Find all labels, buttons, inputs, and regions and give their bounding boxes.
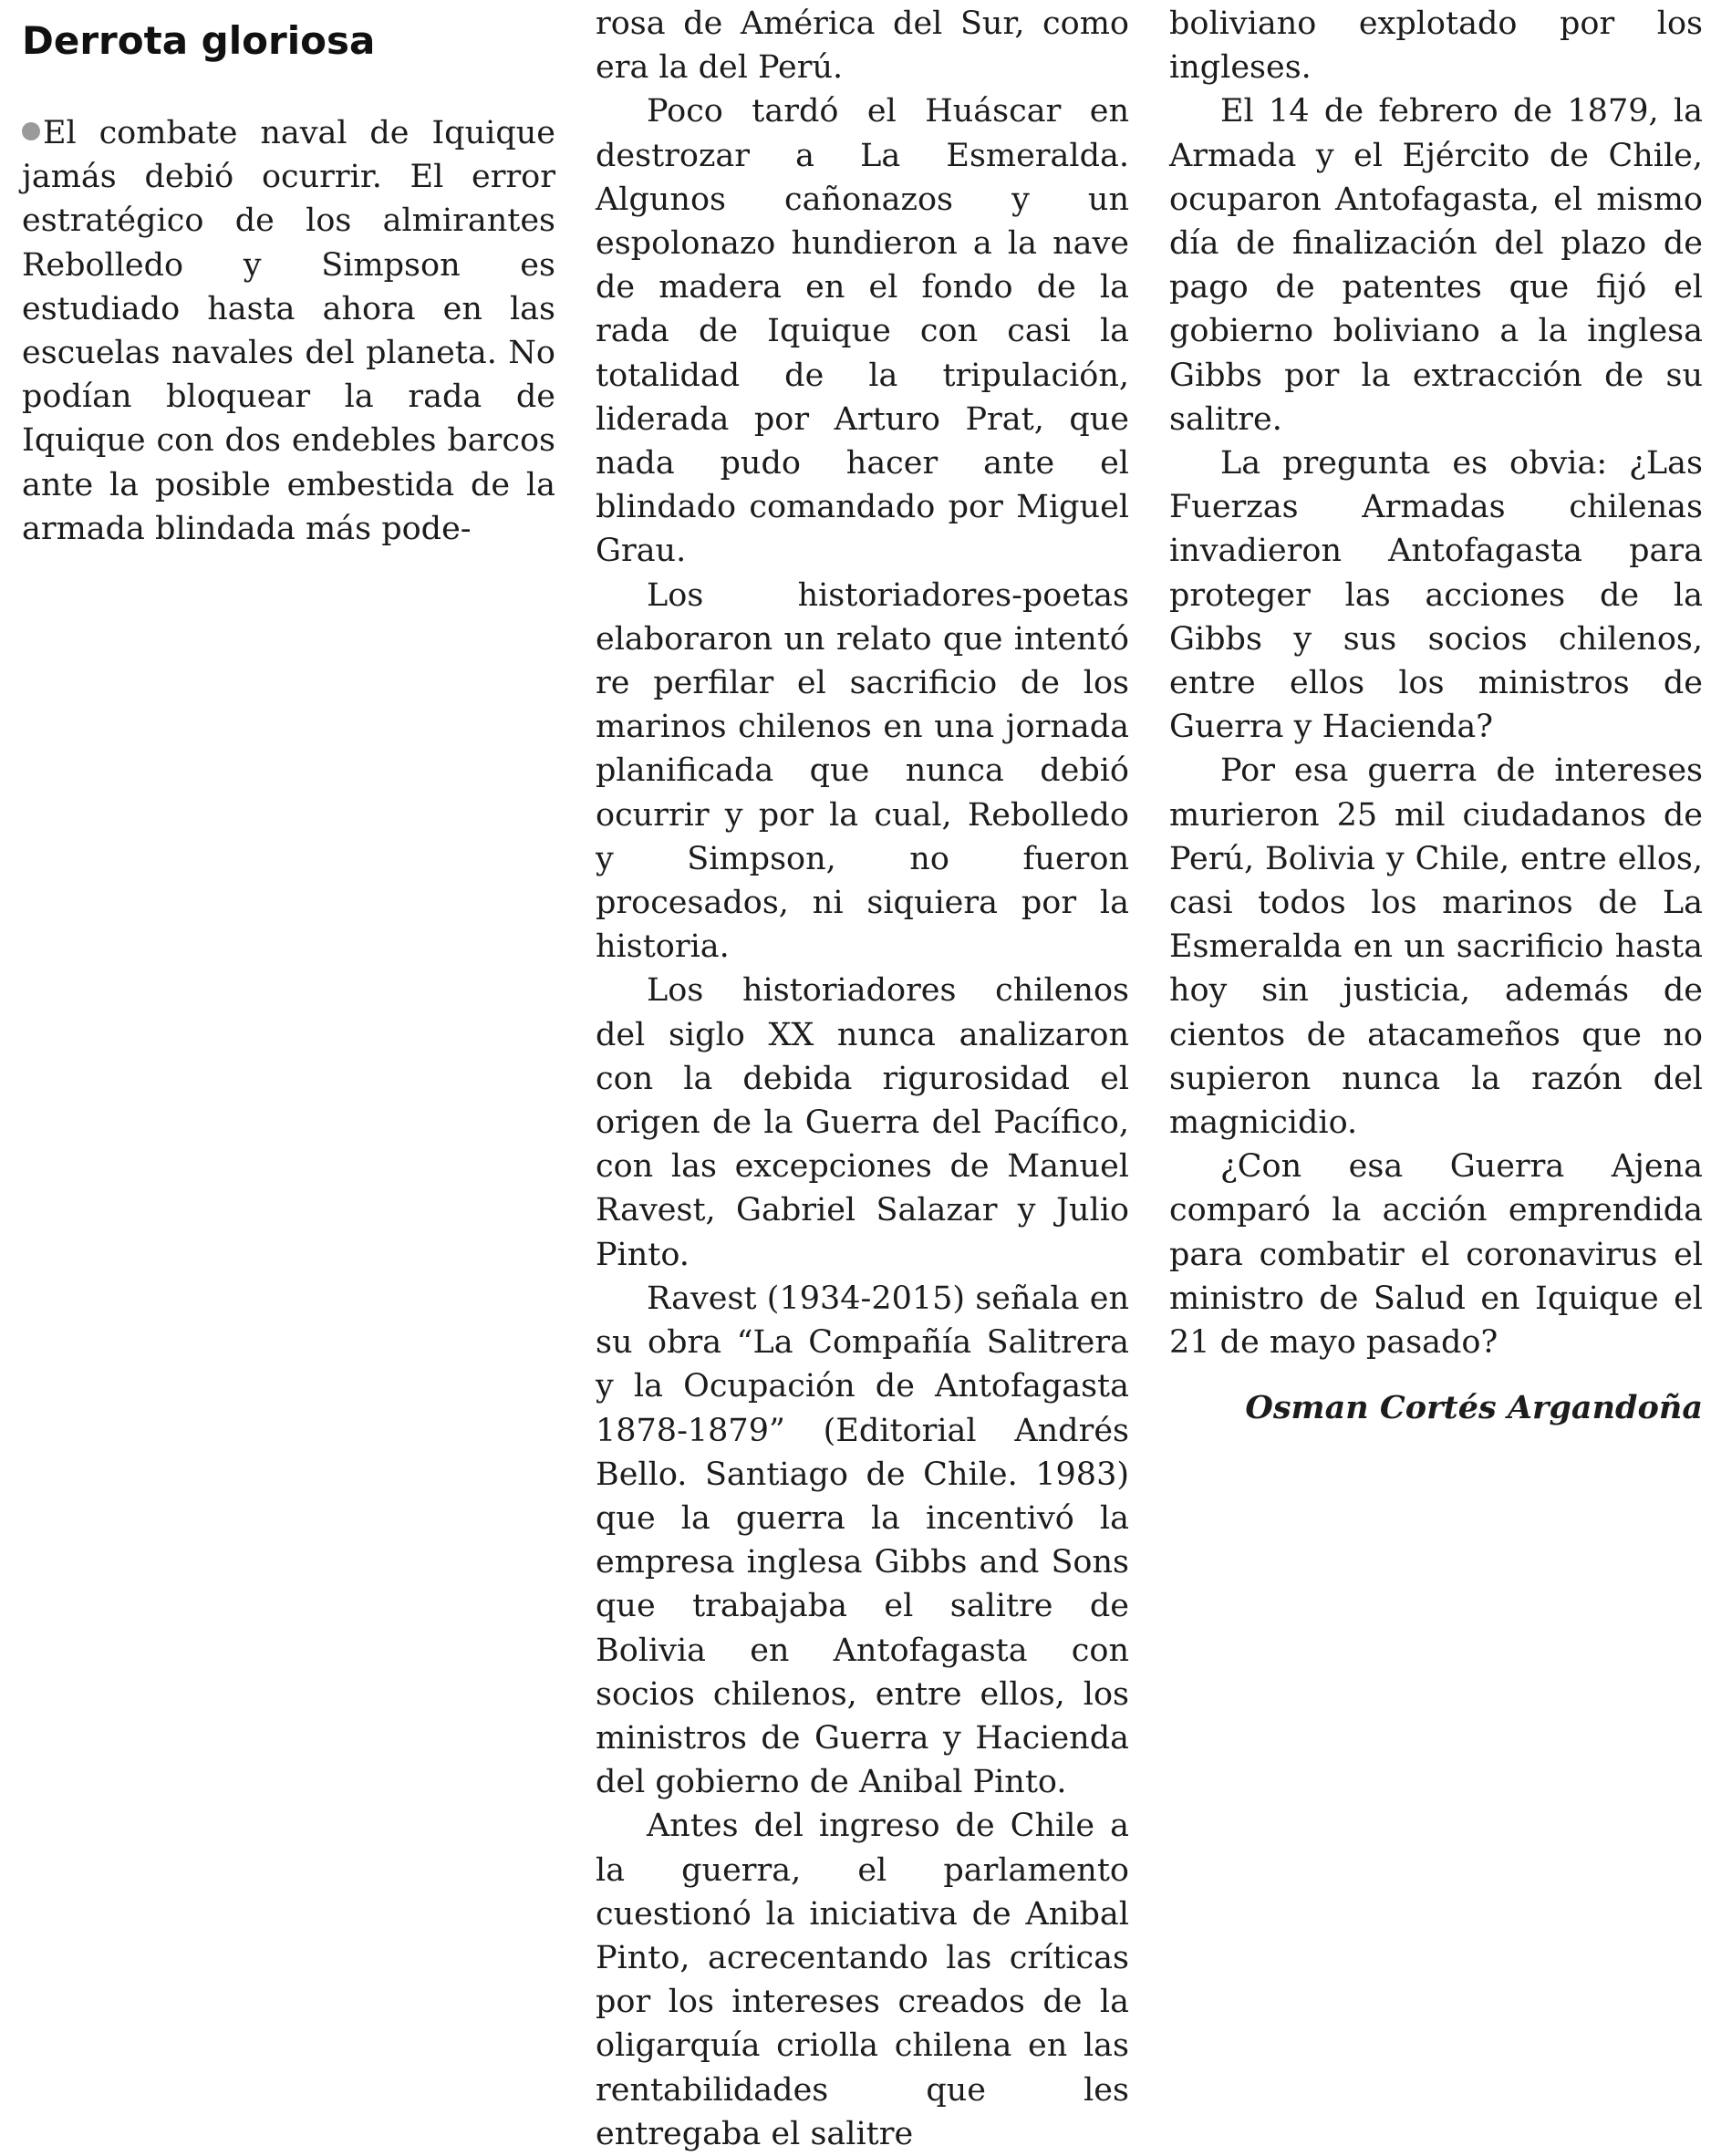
paragraph-text: El combate naval de Iquique jamás debió ocurrir. El error estratégico de los almirantes Rebolledo y Simpson es estudiado hasta ahora en las escuelas navales del planeta. No podían bloquear la rada de Iquique con dos endebles barcos ante la posible embestida de la armada blindada más pode-: [22, 115, 555, 547]
paragraph: El 14 de febrero de 1879, la Armada y el Ejército de Chile, ocuparon Antofagasta, el mismo día de finalización del plazo de pago de patentes que fijó el gobierno boliviano a la inglesa Gibbs por la extracción de su salitre.: [1169, 93, 1703, 438]
paragraph: Por esa guerra de intereses murieron 25 mil ciudadanos de Perú, Bolivia y Chile, entre ellos, casi todos los marinos de La Esmeralda en un sacrificio hasta hoy sin justicia, además de cientos de atacameños que no supieron nunca la razón del magnicidio.: [1169, 752, 1703, 1142]
bullet-icon: [22, 122, 40, 140]
paragraph: Antes del ingreso de Chile a la guerra, el parlamento cuestionó la iniciativa de Anibal Pinto, acrecentando las críticas por los intereses creados de la oligarquía criolla chilena en las rentabilidades que les entregaba el salitre: [596, 1808, 1129, 2152]
author-signature: Osman Cortés Argandoña: [1245, 1389, 1703, 1427]
paragraph: Poco tardó el Huáscar en destrozar a La Esmeralda. Algunos cañonazos y un espolonazo hundieron a la nave de madera en el fondo de la rada de Iquique con casi la totalidad de la tripulación, liderada por Arturo Prat, que nada pudo hacer ante el blindado comandado por Miguel Grau.: [596, 93, 1129, 570]
article-title: Derrota gloriosa: [22, 18, 376, 63]
column-2: [596, 2, 1129, 2156]
paragraph: [22, 111, 555, 551]
column-1: [22, 111, 555, 551]
paragraph: La pregunta es obvia: ¿Las Fuerzas Armadas chilenas invadieron Antofagasta para proteger las acciones de la Gibbs y sus socios chilenos, entre ellos los ministros de Guerra y Hacienda?: [1169, 445, 1703, 746]
paragraph: Los historiadores chilenos del siglo XX nunca analizaron con la debida rigurosidad el origen de la Guerra del Pacífico, con las excepciones de Manuel Ravest, Gabriel Salazar y Julio Pinto.: [596, 972, 1129, 1273]
paragraph: rosa de América del Sur, como era la del Perú.: [596, 5, 1129, 87]
paragraph: Los historiadores-poetas elaboraron un relato que intentó re perfilar el sacrificio de los marinos chilenos en una jornada planificada que nunca debió ocurrir y por la cual, Rebolledo y Simpson, no fueron procesados, ni siquiera por la historia.: [596, 576, 1129, 966]
column-3: [1169, 2, 1703, 1431]
paragraph: Ravest (1934-2015) señala en su obra “La Compañía Salitrera y la Ocupación de Antofagasta 1878-1879” (Editorial Andrés Bello. Santiago de Chile. 1983) que la guerra la incentivó la empresa inglesa Gibbs and Sons que trabajaba el salitre de Bolivia en Antofagasta con socios chilenos, entre ellos, los ministros de Guerra y Hacienda del gobierno de Anibal Pinto.: [596, 1280, 1129, 1801]
paragraph: ¿Con esa Guerra Ajena comparó la acción emprendida para combatir el coronavirus el ministro de Salud en Iquique el 21 de mayo pasado?: [1169, 1148, 1703, 1362]
paragraph: boliviano explotado por los ingleses.: [1169, 5, 1703, 87]
